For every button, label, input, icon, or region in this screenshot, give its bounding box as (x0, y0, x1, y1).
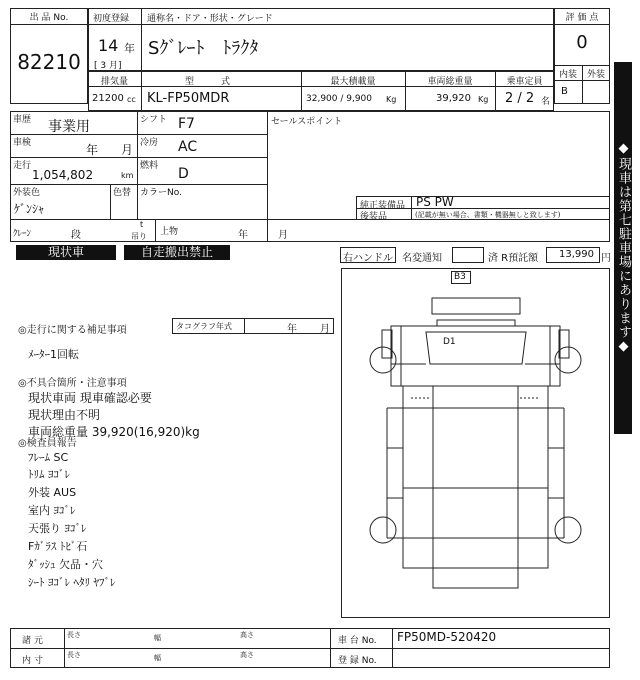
factory-equip-value: PS PW (416, 195, 454, 209)
reg-year: 14 (98, 36, 119, 55)
defect-line: 車両総重量 39,920(16,920)kg (28, 425, 200, 439)
shift-value: F7 (178, 116, 195, 132)
lot-label: 出 品 No. (29, 13, 69, 23)
max-load-unit: Kg (386, 95, 397, 104)
inspector-line: Fｶﾞﾗｽ ﾄﾋﾞ石 (28, 540, 88, 553)
inspector-line: ｼｰﾄ ﾖｺﾞﾚ ﾍﾀﾘ ﾔﾌﾞﾚ (28, 576, 116, 589)
defect-title: ◎不具合箇所・注意事項 (18, 378, 127, 389)
truck-diagram (341, 268, 610, 618)
steering-value: 右ハンドル (343, 253, 393, 264)
exterior-label: 外装 (586, 70, 605, 80)
crane-stage-label: 段 (71, 230, 81, 241)
recycle-deposit-value: 13,990 (559, 249, 594, 260)
interior-score: B (561, 86, 568, 97)
color-code-label: カラーNo. (140, 188, 182, 198)
inspector-line: ﾀﾞｯｼｭ 欠品・穴 (28, 558, 103, 571)
displacement-label: 排気量 (100, 77, 128, 87)
vehicle-name: Sｸﾞﾚｰﾄ ﾄﾗｸﾀ (148, 38, 259, 59)
interior-label: 内装 (558, 70, 577, 80)
history-value: 事業用 (48, 119, 90, 135)
damage-mark-b3: B3 (454, 272, 466, 282)
vehicle-name-label: 通称名・ドア・形状・グレード (147, 14, 273, 24)
upper-body-label: 上物 (160, 227, 179, 237)
sales-point-label: セールスポイント (271, 117, 343, 127)
mileage-value: 1,054,802 (32, 168, 94, 182)
inspector-line: 室内 ﾖｺﾞﾚ (28, 504, 76, 517)
damage-mark-d1: D1 (443, 337, 456, 347)
inner-height-label: 高さ (240, 651, 254, 659)
aftermarket-note: (記載が無い場合、書類・機器無しと致します) (415, 211, 561, 219)
mileage-unit: km (121, 171, 134, 180)
tachograph-label: タコグラフ年式 (176, 322, 232, 331)
parking-notice: ◆現車は第七駐車場にあります◆ (614, 62, 632, 434)
tachograph-year: 年 (287, 324, 297, 335)
registration-no-label: 登 録 No. (338, 656, 377, 666)
recycle-deposit-unit: 円 (601, 253, 611, 264)
inspector-line: 外装 AUS (28, 486, 77, 499)
inspection-label: 車検 (13, 138, 32, 148)
reg-year-unit: 年 (124, 42, 135, 55)
ac-label: 冷房 (140, 138, 159, 148)
max-load-label: 最大積載量 (330, 77, 376, 87)
shift-label: シフト (140, 115, 168, 125)
tachograph-month: 月 (320, 324, 330, 335)
crane-label: ｸﾚｰﾝ (13, 229, 32, 239)
name-change-box (452, 247, 484, 263)
inner-dims-label: 内 寸 (22, 656, 43, 666)
inspector-line: 天張り ﾖｺﾞﾚ (28, 522, 87, 535)
driving-notes-title: ◎走行に関する補足事項 (18, 325, 127, 336)
max-load-value: 32,900 / 9,900 (306, 94, 373, 104)
defect-line: 現状車両 現車確認必要 (28, 391, 152, 405)
gross-weight-value: 39,920 (436, 93, 471, 104)
reg-label: 初度登録 (93, 14, 130, 24)
dimensions-label: 諸 元 (22, 636, 43, 646)
defect-line: 現状理由不明 (28, 408, 101, 422)
color-change-label: 色替 (113, 188, 132, 198)
inspector-line: ﾌﾚｰﾑ SC (28, 451, 69, 464)
fuel-value: D (178, 166, 189, 182)
inner-length-label: 長さ (67, 651, 81, 659)
capacity-value: 2 / 2 (505, 91, 535, 106)
color-label: 外装色 (13, 188, 41, 198)
displacement-unit: cc (127, 95, 136, 104)
inspector-report-title: ◎検査員報告 (18, 438, 77, 449)
inspector-line: ﾄﾘﾑ ﾖｺﾞﾚ (28, 468, 70, 481)
meter-note: ﾒｰﾀｰ1回転 (28, 348, 79, 361)
name-change-label: 名変通知 (402, 253, 442, 264)
upper-body-year: 年 (238, 230, 248, 241)
capacity-label: 乗車定員 (506, 77, 543, 87)
model-label: 型 式 (185, 77, 231, 87)
chassis-no-value: FP50MD-520420 (397, 630, 497, 644)
recycle-deposit-label: 済 R預託額 (488, 253, 539, 264)
as-is-tag: 現状車 (16, 245, 116, 260)
inner-width-label: 幅 (154, 654, 161, 662)
length-label: 長さ (67, 631, 81, 639)
inspection-year: 年 (86, 143, 99, 157)
gross-weight-unit: Kg (478, 95, 489, 104)
model-value: KL-FP50MDR (147, 91, 230, 106)
score-label: 評 価 点 (565, 13, 599, 23)
inspection-month: 月 (121, 143, 134, 157)
displacement-value: 21200 (92, 93, 124, 104)
ac-value: AC (178, 139, 198, 155)
reg-month: [ 3 月] (94, 61, 122, 71)
upper-body-month: 月 (278, 230, 288, 241)
mileage-label: 走行 (13, 161, 32, 171)
crane-ton-label: t (140, 220, 144, 229)
chassis-no-label: 車 台 No. (338, 636, 377, 646)
color-value: ｹﾞﾝｼｬ (14, 202, 45, 216)
height-label: 高さ (240, 631, 254, 639)
capacity-unit: 名 (541, 97, 551, 107)
history-label: 車歴 (13, 115, 32, 125)
info-box (10, 111, 610, 242)
no-self-drive-tag: 自走搬出禁止 (124, 245, 230, 260)
aftermarket-label: 後装品 (360, 212, 388, 222)
fuel-label: 燃料 (140, 161, 159, 171)
gross-weight-label: 車両総重量 (427, 77, 473, 87)
width-label: 幅 (154, 634, 161, 642)
lot-number: 82210 (17, 50, 81, 74)
factory-equip-label: 純正装備品 (360, 201, 406, 211)
score-value: 0 (576, 32, 588, 53)
crane-hang-label: 吊り (131, 232, 147, 241)
